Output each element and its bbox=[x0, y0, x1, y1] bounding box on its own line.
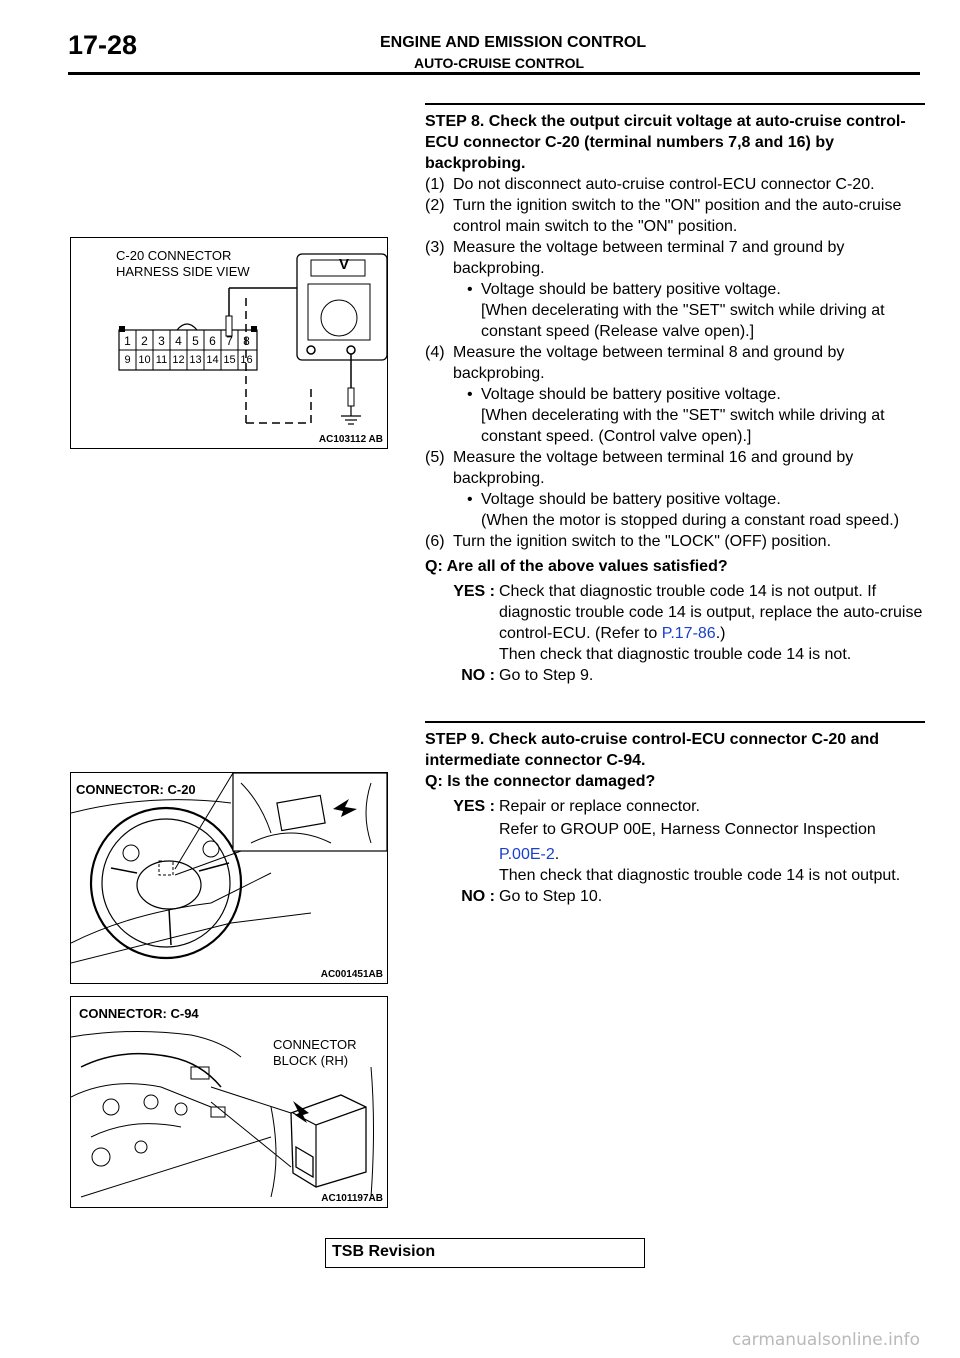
step8-item bbox=[425, 174, 925, 195]
section-subtitle: AUTO-CRUISE CONTROL bbox=[414, 55, 585, 71]
answer-no bbox=[425, 665, 925, 686]
figure-connector-c20-location bbox=[70, 772, 388, 984]
spec-condition: (When the motor is stopped during a constant road speed.) bbox=[481, 512, 900, 529]
step8-section bbox=[425, 103, 925, 686]
figure-label-line1: C-20 CONNECTOR bbox=[116, 248, 232, 263]
terminal-16: 16 bbox=[240, 354, 253, 366]
terminal-12: 12 bbox=[172, 354, 185, 366]
item-number: (4) bbox=[425, 344, 445, 361]
figure-label-line2: HARNESS SIDE VIEW bbox=[116, 264, 250, 279]
page-number: 17-28 bbox=[68, 30, 138, 60]
yes-text-reference: Refer to GROUP 00E, Harness Connector Inspection bbox=[499, 821, 876, 838]
terminal-9: 9 bbox=[124, 354, 131, 366]
item-text: Turn the ignition switch to the "LOCK" (OFF) position. bbox=[453, 533, 832, 550]
terminal-1: 1 bbox=[124, 334, 131, 348]
tsb-revision-label: TSB Revision bbox=[332, 1243, 436, 1260]
terminal-2: 2 bbox=[141, 334, 148, 348]
terminal-11: 11 bbox=[155, 354, 168, 366]
terminal-5: 5 bbox=[192, 334, 199, 348]
terminal-7: 7 bbox=[226, 334, 233, 348]
no-text: Go to Step 10. bbox=[499, 888, 603, 905]
figure-connector-c94-location bbox=[70, 996, 388, 1208]
figure-code: AC001451AB bbox=[320, 969, 383, 980]
chapter-title: ENGINE AND EMISSION CONTROL bbox=[380, 34, 647, 51]
bullet-text: Voltage should be battery positive voltage. bbox=[481, 281, 781, 298]
no-label: NO : bbox=[461, 888, 495, 905]
item-number: (2) bbox=[425, 197, 445, 214]
no-text: Go to Step 9. bbox=[499, 667, 594, 684]
item-number: (6) bbox=[425, 533, 445, 550]
yes-label: YES : bbox=[453, 798, 495, 815]
bullet-text: Voltage should be battery positive voltage. bbox=[481, 386, 781, 403]
item-number: (3) bbox=[425, 239, 445, 256]
spec-bullet bbox=[425, 489, 925, 510]
answer-no bbox=[425, 886, 925, 907]
figure-label: CONNECTOR: C-20 bbox=[76, 782, 196, 797]
bullet-dot: • bbox=[467, 491, 473, 508]
spec-condition: [When decelerating with the "SET" switch while driving at constant speed (Release valve open).] bbox=[481, 302, 885, 340]
step8-rule bbox=[425, 103, 925, 105]
answer-yes bbox=[425, 581, 925, 665]
figure-sublabel-line1: CONNECTOR bbox=[273, 1037, 357, 1052]
step9-title: STEP 9. Check auto-cruise control-ECU connector C-20 and intermediate connector C-94. bbox=[425, 731, 880, 769]
yes-label: YES : bbox=[453, 583, 495, 600]
bullet-dot: • bbox=[467, 386, 473, 403]
terminal-row-bottom bbox=[119, 354, 257, 366]
bullet-dot: • bbox=[467, 281, 473, 298]
header-rule bbox=[68, 72, 920, 75]
spec-bullet bbox=[425, 384, 925, 405]
terminal-row-top bbox=[119, 334, 257, 348]
figure-label: CONNECTOR: C-94 bbox=[79, 1006, 199, 1021]
meter-symbol: V bbox=[338, 256, 349, 273]
terminal-10: 10 bbox=[138, 354, 151, 366]
terminal-8: 8 bbox=[243, 334, 250, 348]
terminal-4: 4 bbox=[175, 334, 182, 348]
figure-code: AC101197AB bbox=[321, 1193, 383, 1204]
dashboard-illustration bbox=[71, 997, 387, 1207]
terminal-3: 3 bbox=[158, 334, 165, 348]
item-text: Measure the voltage between terminal 16 and ground by backprobing. bbox=[453, 449, 854, 487]
terminal-6: 6 bbox=[209, 334, 216, 348]
step9-question: Q: Is the connector damaged? bbox=[425, 773, 656, 790]
steering-wheel-illustration bbox=[71, 773, 387, 983]
figure-c20-voltmeter bbox=[70, 237, 388, 449]
figure-code: AC103112 AB bbox=[318, 434, 383, 445]
item-text: Do not disconnect auto-cruise control-ECU connector C-20. bbox=[453, 176, 875, 193]
step8-item bbox=[425, 237, 925, 279]
yes-text-end: .) bbox=[715, 625, 726, 642]
watermark: carmanualsonline.info bbox=[731, 1330, 920, 1350]
yes-text-period: . bbox=[554, 846, 560, 863]
step9-section bbox=[425, 721, 925, 907]
bullet-text: Voltage should be battery positive voltage. bbox=[481, 491, 781, 508]
reference-link[interactable]: P.00E-2 bbox=[499, 846, 555, 863]
terminal-15: 15 bbox=[223, 354, 236, 366]
figure-sublabel-line2: BLOCK (RH) bbox=[273, 1053, 349, 1068]
step9-rule bbox=[425, 721, 925, 723]
step8-item bbox=[425, 195, 925, 237]
item-text: Measure the voltage between terminal 8 and ground by backprobing. bbox=[453, 344, 845, 382]
item-text: Measure the voltage between terminal 7 and ground by backprobing. bbox=[453, 239, 845, 277]
spec-bullet bbox=[425, 279, 925, 300]
reference-link[interactable]: P.17-86 bbox=[661, 625, 716, 642]
yes-text: Check that diagnostic trouble code 14 is not output. If diagnostic trouble code 14 is output, replace the auto-cruise control-ECU. (Refer to bbox=[499, 583, 923, 642]
yes-text-followup: Then check that diagnostic trouble code 14 is not output. bbox=[499, 867, 901, 884]
tsb-revision-box bbox=[325, 1238, 645, 1268]
yes-text: Repair or replace connector. bbox=[499, 798, 700, 815]
spec-condition: [When decelerating with the "SET" switch while driving at constant speed. (Control valve open).] bbox=[481, 407, 885, 445]
answer-yes bbox=[425, 796, 925, 886]
no-label: NO : bbox=[461, 667, 495, 684]
terminal-14: 14 bbox=[206, 354, 219, 366]
yes-text-followup: Then check that diagnostic trouble code 14 is not. bbox=[499, 646, 852, 663]
item-number: (1) bbox=[425, 176, 445, 193]
step8-item bbox=[425, 531, 925, 552]
item-text: Turn the ignition switch to the "ON" position and the auto-cruise control main switch to the "ON" position. bbox=[453, 197, 902, 235]
step8-title: STEP 8. Check the output circuit voltage at auto-cruise control-ECU connector C-20 (terminal numbers 7,8 and 16) by backprobing. bbox=[425, 113, 906, 172]
step8-item bbox=[425, 342, 925, 384]
step8-question: Q: Are all of the above values satisfied? bbox=[425, 558, 728, 575]
terminal-13: 13 bbox=[189, 354, 202, 366]
item-number: (5) bbox=[425, 449, 445, 466]
step8-item bbox=[425, 447, 925, 489]
